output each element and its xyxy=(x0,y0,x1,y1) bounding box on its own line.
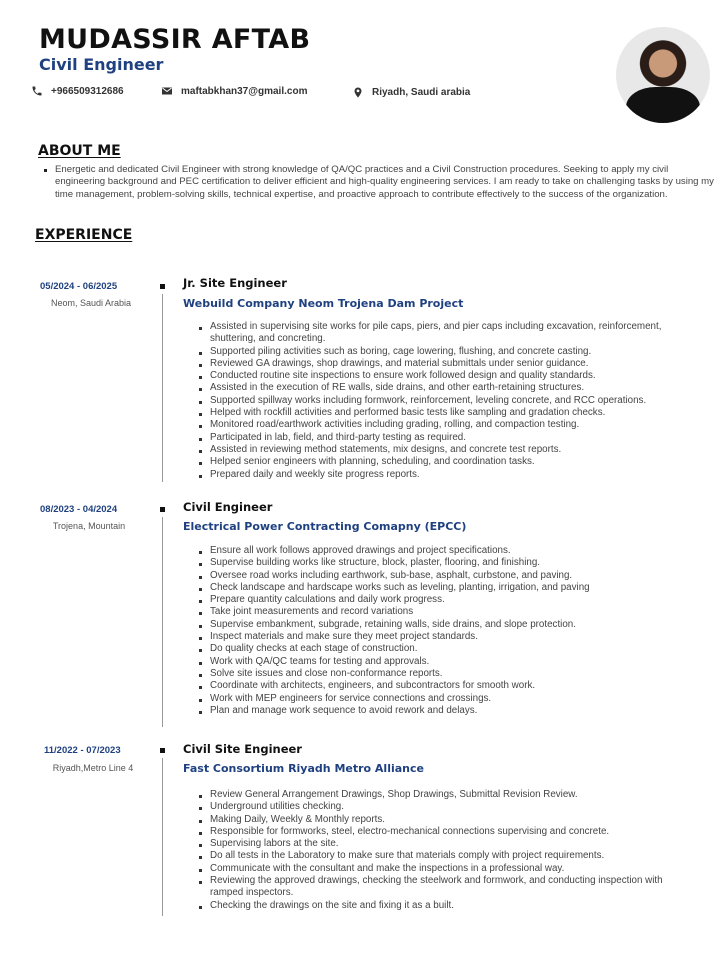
list-item: Making Daily, Weekly & Monthly reports. xyxy=(197,814,687,826)
list-item: Conducted routine site inspections to ensure work followed design and quality standards. xyxy=(197,370,697,382)
email-address: maftabkhan37@gmail.com xyxy=(181,85,308,97)
list-item: Coordinate with architects, engineers, and subcontractors for smooth work. xyxy=(197,680,697,692)
list-item: Supervise embankment, subgrade, retaining walls, side drains, and slope protection. xyxy=(197,619,697,631)
timeline-dot xyxy=(160,284,165,289)
job-location: Neom, Saudi Arabia xyxy=(50,298,132,308)
job-dates: 05/2024 - 06/2025 xyxy=(40,281,118,292)
list-item: Checking the drawings on the site and fixing it as a built. xyxy=(197,900,687,912)
list-item: Assisted in reviewing method statements, mix designs, and concrete test reports. xyxy=(197,444,697,456)
job-location: Riyadh,Metro Line 4 xyxy=(52,763,134,773)
company-name: Webuild Company Neom Trojena Dam Project xyxy=(183,297,464,310)
candidate-name: MUDASSIR AFTAB xyxy=(39,24,311,55)
list-item: Plan and manage work sequence to avoid rework and delays. xyxy=(197,705,697,717)
timeline-line xyxy=(162,294,163,482)
list-item: Ensure all work follows approved drawings and project specifications. xyxy=(197,545,697,557)
list-item: Supported spillway works including formwork, reinforcement, leveling concrete, and RCC operations. xyxy=(197,395,697,407)
list-item: Assisted in the execution of RE walls, side drains, and other earth-retaining structures. xyxy=(197,382,697,394)
list-item: Underground utilities checking. xyxy=(197,801,687,813)
list-item: Participated in lab, field, and third-party testing as required. xyxy=(197,432,697,444)
job-dates: 11/2022 - 07/2023 xyxy=(44,745,121,756)
timeline-line xyxy=(162,517,163,727)
list-item: Assisted in supervising site works for pile caps, piers, and pier caps including excavation, reinforcement, shuttering, and concreting. xyxy=(197,321,697,346)
map-pin-icon xyxy=(352,85,364,100)
list-item: Supported piling activities such as boring, cage lowering, flushing, and concrete casting. xyxy=(197,346,697,358)
list-item: Prepare quantity calculations and daily work progress. xyxy=(197,594,697,606)
list-item: Supervise building works like structure, block, plaster, flooring, and finishing. xyxy=(197,557,697,569)
timeline-dot xyxy=(160,748,165,753)
list-item: Oversee road works including earthwork, sub-base, asphalt, curbstone, and paving. xyxy=(197,570,697,582)
job-duties-list xyxy=(197,321,697,481)
list-item: Monitored road/earthwork activities including grading, rolling, and compaction testing. xyxy=(197,419,697,431)
list-item: Responsible for formworks, steel, electro-mechanical connections supervising and concrete. xyxy=(197,826,687,838)
job-role: Civil Site Engineer xyxy=(183,742,302,756)
list-item: Reviewed GA drawings, shop drawings, and material submittals under senior guidance. xyxy=(197,358,697,370)
list-item: Reviewing the approved drawings, checking the steelwork and formwork, and conducting inspection with ramped inspectors. xyxy=(197,875,687,900)
job-dates: 08/2023 - 04/2024 xyxy=(40,504,118,515)
list-item: Inspect materials and make sure they meet project standards. xyxy=(197,631,697,643)
experience-heading: EXPERIENCE xyxy=(35,227,133,243)
location-text: Riyadh, Saudi arabia xyxy=(372,87,471,98)
list-item: Review General Arrangement Drawings, Shop Drawings, Submittal Revision Review. xyxy=(197,789,687,801)
about-text: Energetic and dedicated Civil Engineer with strong knowledge of QA/QC practices and a Civil Construction procedures. Seeking to apply my civil engineering background and PEC certification to deliver efficient and high-quality engineering services. I am ready to take on challenging tasks by using my time management, problem-solving skills, technical expertise, and proactive approach to contribute effectively to the success of the organization. xyxy=(55,164,714,200)
job-duties-list xyxy=(197,545,697,717)
list-item: Do all tests in the Laboratory to make sure that materials comply with project requirements. xyxy=(197,850,687,862)
location-contact xyxy=(352,85,470,100)
list-item: Take joint measurements and record variations xyxy=(197,606,697,618)
timeline-dot xyxy=(160,507,165,512)
job-duties-list xyxy=(197,789,687,912)
list-item: Work with QA/QC teams for testing and approvals. xyxy=(197,656,697,668)
phone-contact xyxy=(31,85,124,97)
list-item: Helped senior engineers with planning, scheduling, and coordination tasks. xyxy=(197,456,697,468)
list-item: Work with MEP engineers for service connections and crossings. xyxy=(197,693,697,705)
list-item: Check landscape and hardscape works such as leveling, planting, irrigation, and paving xyxy=(197,582,697,594)
about-heading: ABOUT ME xyxy=(38,143,121,159)
job-location: Trojena, Mountain xyxy=(52,521,126,531)
phone-number: +966509312686 xyxy=(51,85,124,97)
job-role: Civil Engineer xyxy=(183,500,273,514)
job-title: Civil Engineer xyxy=(39,55,164,74)
list-item: Supervising labors at the site. xyxy=(197,838,687,850)
email-contact xyxy=(161,85,307,97)
list-item: Do quality checks at each stage of construction. xyxy=(197,643,697,655)
company-name: Electrical Power Contracting Comapny (EPCC) xyxy=(183,520,467,533)
list-item: Solve site issues and close non-conformance reports. xyxy=(197,668,697,680)
envelope-icon xyxy=(161,85,173,97)
list-item: Communicate with the consultant and make the inspections in a professional way. xyxy=(197,863,687,875)
bullet-icon xyxy=(44,169,47,172)
timeline-line xyxy=(162,758,163,916)
phone-icon xyxy=(31,85,43,97)
list-item: Helped with rockfill activities and performed basic tests like sampling and gradation checks. xyxy=(197,407,697,419)
profile-photo xyxy=(616,27,710,123)
job-role: Jr. Site Engineer xyxy=(183,276,287,290)
list-item: Prepared daily and weekly site progress reports. xyxy=(197,469,697,481)
company-name: Fast Consortium Riyadh Metro Alliance xyxy=(183,762,424,775)
